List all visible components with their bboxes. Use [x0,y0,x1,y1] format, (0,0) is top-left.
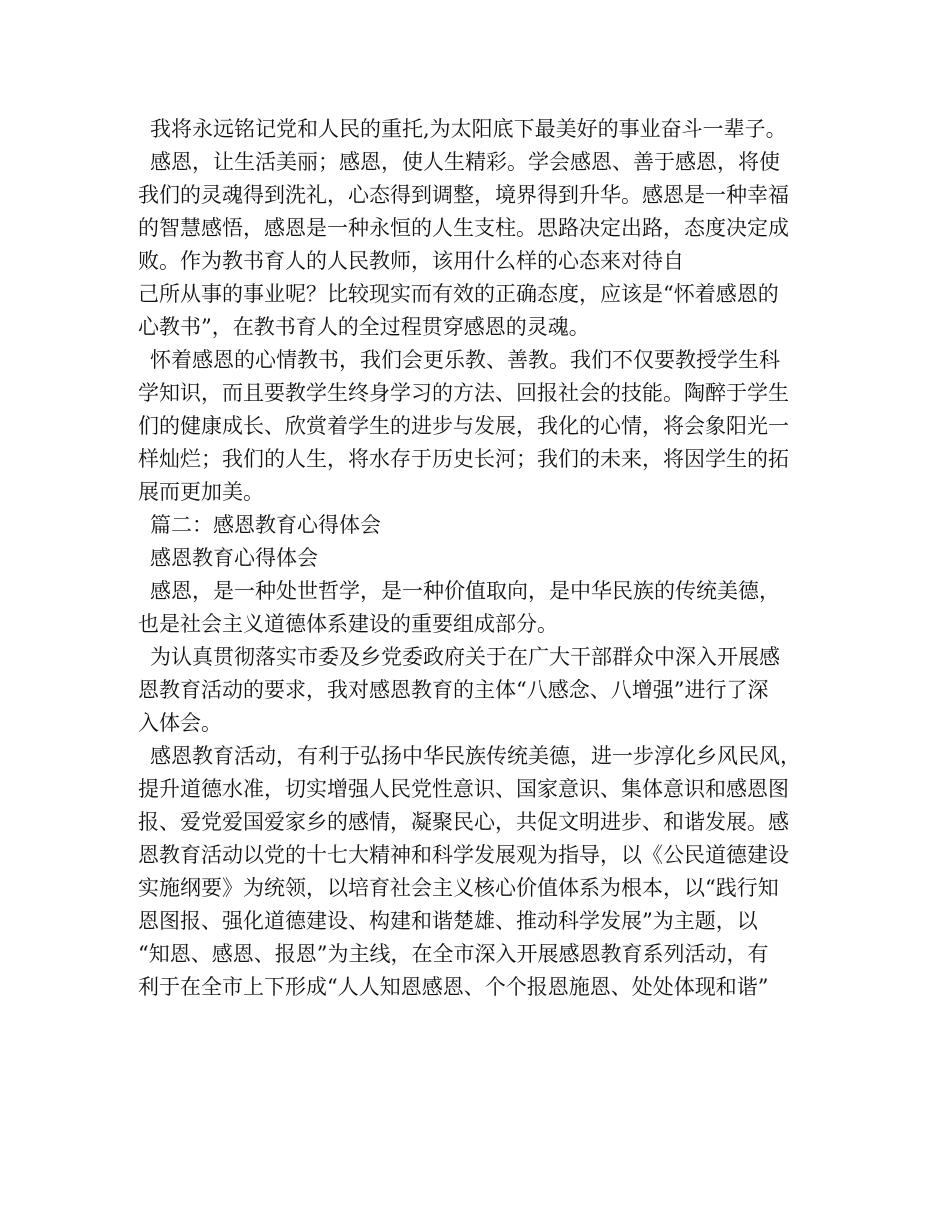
text-line: 己所从事的事业呢？比较现实而有效的正确态度，应该是“怀着感恩的 [138,282,779,306]
text-line: 展而更加美。 [138,480,264,504]
text-line: 心教书”，在教书育人的全过程贯穿感恩的灵魂。 [138,315,590,339]
text-line: 怀着感恩的心情教书，我们会更乐教、善教。我们不仅要教授学生科 [150,348,780,372]
text-line: 样灿烂；我们的人生，将水存于历史长河；我们的未来，将因学生的拓 [138,447,789,471]
text-line: 感恩教育活动，有利于弘扬中华民族传统美德，进一步淳化乡风民风， [150,744,801,768]
document-body [138,113,828,1004]
text-line: 利于在全市上下形成“人人知恩感恩、个个报恩施恩、处处体现和谐” [138,975,769,999]
text-line: 报、爱党爱国爱家乡的感情，凝聚民心，共促文明进步、和谐发展。感 [138,810,789,834]
text-line: 败。作为教书育人的人民教师，该用什么样的心态来对待自 [138,249,684,273]
article-title: 感恩教育心得体会 [150,546,318,570]
text-line: 提升道德水准，切实增强人民党性意识、国家意识、集体意识和感恩图 [138,777,789,801]
section-heading: 篇二：感恩教育心得体会 [150,513,381,537]
text-line: 我将永远铭记党和人民的重托,为太阳底下最美好的事业奋斗一辈子。 [150,117,787,141]
text-line: 实施纲要》为统领，以培育社会主义核心价值体系为根本，以“践行知 [138,876,779,900]
text-line: 的智慧感悟，感恩是一种永恒的人生支柱。思路决定出路，态度决定成 [138,216,789,240]
text-line: 入体会。 [138,711,222,735]
text-line: 我们的灵魂得到洗礼，心态得到调整，境界得到升华。感恩是一种幸福 [138,183,789,207]
text-line: 恩图报、强化道德建设、构建和谐楚雄、推动科学发展”为主题，以 [138,909,758,933]
text-line: 感恩，是一种处世哲学，是一种价值取向，是中华民族的传统美德， [150,579,780,603]
text-line: 们的健康成长、欣赏着学生的进步与发展，我化的心情，将会象阳光一 [138,414,789,438]
text-line: 恩教育活动以党的十七大精神和科学发展观为指导，以《公民道德建设 [138,843,789,867]
text-line: “知恩、感恩、报恩”为主线，在全市深入开展感恩教育系列活动，有 [138,942,769,966]
text-line: 也是社会主义道德体系建设的重要组成部分。 [138,612,558,636]
text-line: 学知识，而且要教学生终身学习的方法、回报社会的技能。陶醉于学生 [138,381,789,405]
text-line: 恩教育活动的要求，我对感恩教育的主体“八感念、八增强”进行了深 [138,678,769,702]
text-line: 感恩，让生活美丽；感恩，使人生精彩。学会感恩、善于感恩，将使 [150,150,780,174]
text-line: 为认真贯彻落实市委及乡党委政府关于在广大干部群众中深入开展感 [150,645,780,669]
